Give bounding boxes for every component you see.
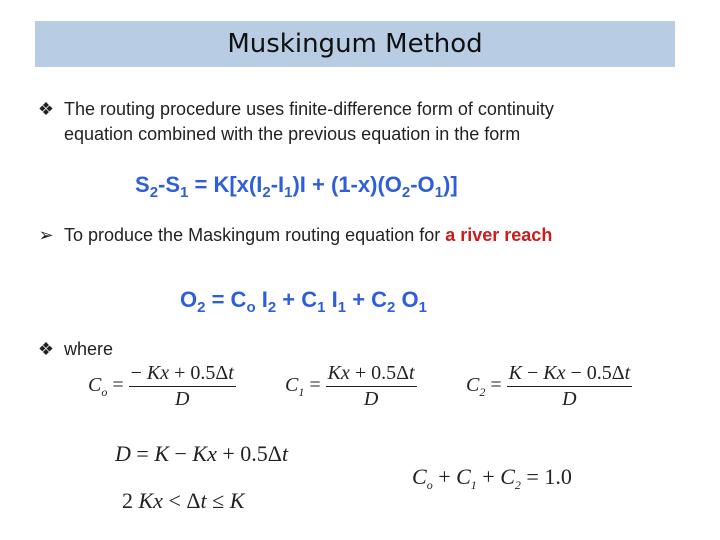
river-reach-highlight: a river reach [445,225,553,245]
bullet-continuity-line2: equation combined with the previous equation in the form [64,124,521,144]
bullet-routing [36,222,696,250]
coefficient-sum-equation: $C_o + C_1 + C_2 = 1.0$ [412,464,572,492]
title-bar [35,21,675,67]
page-title: Muskingum Method [227,29,483,59]
bullet-routing-text: To produce the Maskingum routing equation for [64,225,446,245]
d-equation: D = K − Kx + 0.5Δt [115,441,289,466]
arrow-bullet-icon: ➢ [38,225,54,245]
diamond-bullet-icon: ❖ [37,339,55,359]
bullet-continuity-line1: The routing procedure uses finite-difference form of continuity [64,99,554,119]
coefficient-c0: $C_o$ = $\frac{- Kx + 0.5\Delta t}{D}$ [88,362,234,410]
bullet-continuity [36,96,696,152]
bullet-where [36,336,236,364]
coefficient-c2: $C_2$ = $\frac{K - Kx - 0.5\Delta t}{D}$ [466,362,631,410]
diamond-bullet-icon: ❖ [37,99,55,119]
coefficient-c1: $C_1$ = $\frac{Kx + 0.5\Delta t}{D}$ [285,362,415,410]
routing-equation: $O_2 = C_o$ $I_2 + C_1$ $I_1 + C_2$ $O_1$ [180,287,427,316]
bullet-where-text: where [64,339,114,359]
storage-equation: $S_2-S_1 = K[x(I_2-I_1)I + (1-x)(O_2-O_1)]$ [135,172,458,201]
constraint-equation: 2 Kx < Δt ≤ K [122,488,245,513]
